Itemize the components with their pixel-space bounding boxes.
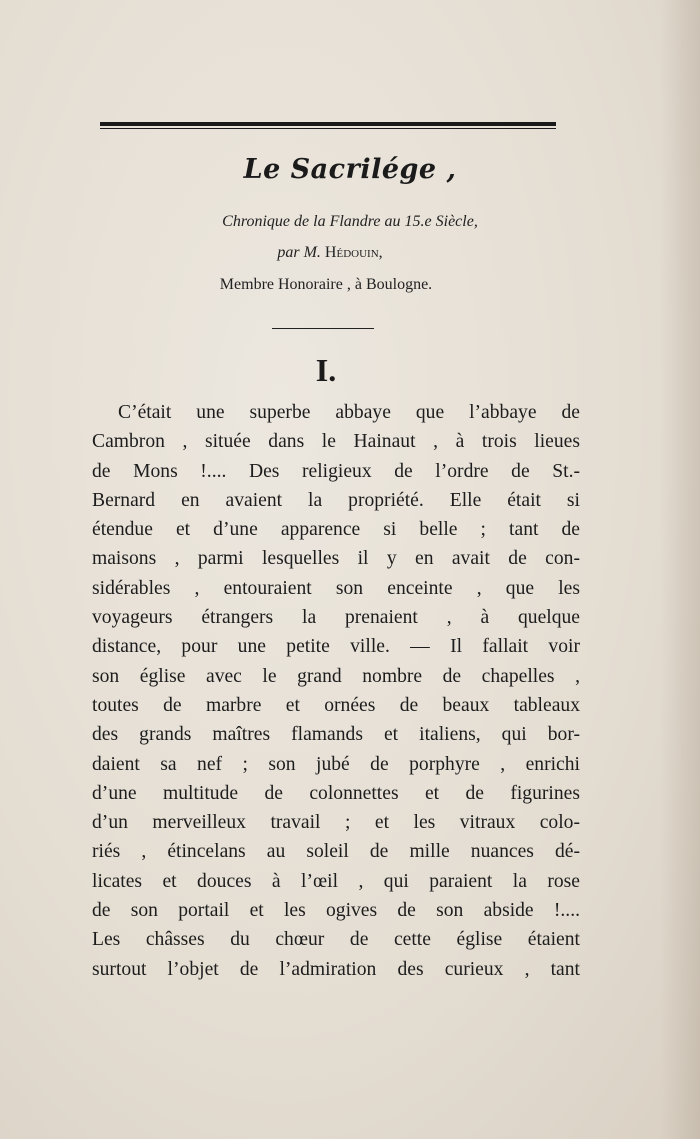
header-double-rule xyxy=(100,122,556,129)
author-membership: Membre Honoraire , à Boulogne. xyxy=(219,276,433,293)
body-line: surtout l’objet de l’admiration des curieux , tant xyxy=(92,958,580,980)
body-line: daient sa nef ; son jubé de porphyre , enrichi xyxy=(92,753,580,775)
body-line: d’un merveilleux travail ; et les vitraux colo- xyxy=(92,812,580,834)
body-line: distance, pour une petite ville. — Il fallait voir xyxy=(92,636,580,658)
body-line: d’une multitude de colonnettes et de figurines xyxy=(92,782,580,804)
body-line: Cambron , située dans le Hainaut , à trois lieues xyxy=(92,431,580,453)
body-line: son église avec le grand nombre de chapelles , xyxy=(92,665,580,687)
body-line: toutes de marbre et ornées de beaux tableaux xyxy=(92,694,580,716)
body-line: de Mons !.... Des religieux de l’ordre de St.- xyxy=(92,460,580,482)
author-name: Hédouin, xyxy=(324,244,383,261)
body-line: riés , étincelans au soleil de mille nuances dé- xyxy=(92,841,580,863)
body-line: Bernard en avaient la propriété. Elle était si xyxy=(92,489,580,511)
chapter-numeral: I. xyxy=(315,352,337,388)
body-line: des grands maîtres flamands et italiens, qui bor- xyxy=(92,724,580,746)
document-subtitle: Chronique de la Flandre au 15.e Siècle, xyxy=(222,213,478,230)
body-line: sidérables , entouraient son enceinte , que les xyxy=(92,577,580,599)
body-line: licates et douces à l’œil , qui paraient la rose xyxy=(92,870,580,892)
body-paragraph xyxy=(92,398,580,984)
body-line: de son portail et les ogives de son abside !.... xyxy=(92,900,580,922)
body-line: étendue et d’une apparence si belle ; tant de xyxy=(92,519,580,541)
body-line: maisons , parmi lesquelles il y en avait de con- xyxy=(92,548,580,570)
byline-prefix: par M. xyxy=(277,244,321,261)
body-line: voyageurs étrangers la prenaient , à quelque xyxy=(92,607,580,629)
header-rule-thin xyxy=(100,128,556,129)
section-divider xyxy=(272,328,374,329)
body-line: C’était une superbe abbaye que l’abbaye de xyxy=(118,402,580,423)
author-byline xyxy=(0,244,660,262)
body-line: Les châsses du chœur de cette église étaient xyxy=(92,929,580,951)
header-rule-thick xyxy=(100,122,556,126)
document-title: Le Sacrilége , xyxy=(243,154,457,185)
